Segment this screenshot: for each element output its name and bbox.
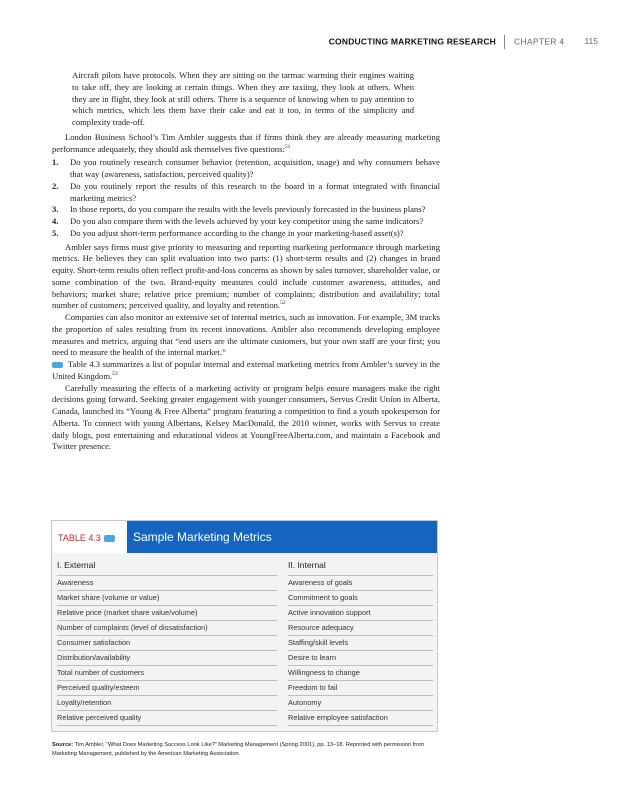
table-cell: Relative employee satisfaction <box>288 711 433 726</box>
table-reference-icon <box>52 362 63 368</box>
question-text: Do you routinely research consumer behavior (retention, acquisition, usage) and why consumers behave that way (awareness, satisfaction, perceived quality)? <box>70 157 440 179</box>
table-cell: Commitment to goals <box>288 591 433 606</box>
table-cell: Active innovation support <box>288 606 433 621</box>
page-number: 115 <box>584 36 598 47</box>
table-column-internal <box>288 553 433 726</box>
question-text: Do you adjust short-term performance according to the change in your marketing-based asset(s)? <box>70 227 404 238</box>
body-text <box>52 70 440 453</box>
column-header: II. Internal <box>288 553 433 576</box>
question-number: 2. <box>52 180 59 191</box>
table-cell: Distribution/availability <box>57 651 277 666</box>
table-cell: Number of complaints (level of dissatisfaction) <box>57 621 277 636</box>
question-item <box>52 181 440 205</box>
paragraph-servus-example: Carefully measuring the effects of a marketing activity or program helps ensure managers make the right decisions going forward. Seeking greater engagement with younger consumers, Servus Credit Union in Alberta, Canada, launched its “Young & Free Alberta” program featuring a competition to find a youth spokesperson for Alberta. To connect with young Albertans, Kelsey MacDonald, the 2010 winner, works with Servus to create daily blogs, post entertaining and educational videos at YoungFreeAlberta.com, and maintain a Facebook and Twitter presence. <box>52 382 440 452</box>
table-cell: Loyalty/retention <box>57 696 277 711</box>
footnote-ref-53: 53 <box>112 370 118 377</box>
question-number: 3. <box>52 204 59 215</box>
footnote-ref-52: 52 <box>280 300 286 307</box>
question-item <box>52 228 440 240</box>
question-text: Do you routinely report the results of this research to the board in a format integrated with financial marketing metrics? <box>70 180 440 203</box>
table-cell: Relative perceived quality <box>57 711 277 726</box>
table-body <box>52 553 437 731</box>
table-title: Sample Marketing Metrics <box>133 530 272 544</box>
table-cell: Perceived quality/esteem <box>57 681 277 696</box>
paragraph-internal-metrics <box>52 312 440 383</box>
block-quote: Aircraft pilots have protocols. When they are sitting on the tarmac warming their engines waiting to take off, they are looking at certain things. When they are taxiing, they look at others. When they are in flight, they look at still others. There is a sequence of knowing when to pay attention to which metrics, which lets them have their cake and eat it too, in terms of the simplicity and complexity trade-off. <box>72 70 414 127</box>
table-cell: Freedom to fail <box>288 681 433 696</box>
question-number: 1. <box>52 157 59 168</box>
column-header: I. External <box>57 553 277 576</box>
table-cell: Desire to learn <box>288 651 433 666</box>
table-column-external <box>57 553 277 726</box>
table-source-note <box>52 741 437 758</box>
table-title-bar <box>127 521 437 553</box>
question-item <box>52 216 440 228</box>
question-item <box>52 157 440 181</box>
table-sample-marketing-metrics <box>51 520 438 732</box>
question-text: Do you also compare them with the levels achieved by your key competitor using the same indicators? <box>70 216 424 226</box>
table-cell: Awareness of goals <box>288 576 433 591</box>
question-number: 5. <box>52 227 59 238</box>
question-text: In those reports, do you compare the results with the levels previously forecasted in the business plans? <box>70 204 426 215</box>
intro-text: London Business School’s Tim Ambler suggests that if firms think they are already measuring marketing performance adequately, they should ask themselves five questions: <box>52 131 440 154</box>
running-head-divider <box>504 35 505 49</box>
table-header <box>52 521 437 553</box>
table-cell: Awareness <box>57 576 277 591</box>
running-head-chapter: CHAPTER 4 <box>514 36 565 47</box>
table-number: TABLE 4.3 <box>58 533 101 543</box>
table-cell: Total number of customers <box>57 666 277 681</box>
table-cell: Relative price (market share value/volume) <box>57 606 277 621</box>
source-text: Tim Ambler, “What Does Marketing Success Look Like?” Marketing Management (Spring 2001), pp. 13–18. Reprinted with permission from Marketing Management, published by the American Marketing Association. <box>52 742 425 757</box>
question-number: 4. <box>52 216 59 226</box>
source-label: Source: <box>52 742 74 748</box>
table-cell: Willingness to change <box>288 666 433 681</box>
ambler-questions-list <box>52 157 440 239</box>
paragraph-text: Companies can also monitor an extensive set of internal metrics, such as innovation. For example, 3M tracks the proportion of sales resulting from its recent innovations. Ambler also recommends developing employee measures and metrics, arguing that “end users are the ultimate customers, but your own staff are your first; you need to measure the health of the internal market.” <box>52 312 440 358</box>
intro-paragraph <box>52 132 440 156</box>
table-cell: Autonomy <box>288 696 433 711</box>
table-cell: Market share (volume or value) <box>57 591 277 606</box>
question-item <box>52 204 440 216</box>
table-cell: Consumer satisfaction <box>57 636 277 651</box>
table-reference-text: Table 4.3 summarizes a list of popular internal and external marketing metrics from Ambler’s survey in the United Kingdom. <box>52 359 440 381</box>
table-cell: Resource adequacy <box>288 621 433 636</box>
paragraph-ambler-priority <box>52 242 440 313</box>
table-label <box>52 521 133 553</box>
table-tag-icon <box>104 535 115 542</box>
running-head-title: CONDUCTING MARKETING RESEARCH <box>328 36 497 47</box>
running-head <box>0 35 598 49</box>
paragraph-text: Ambler says firms must give priority to measuring and reporting marketing performance through marketing metrics. He believes they can split evaluation into two parts: (1) short-term results and (2) changes in brand equity. Short-term results often reflect profit-and-loss concerns as shown by sales turnover, shareholder value, or some combination of the two. Brand-equity measures could include customer awareness, attitudes, and behaviors; market share; relative price premium; number of complaints; distribution and availability; total number of customers; perceived quality, and loyalty and retention. <box>52 241 440 311</box>
footnote-ref-51: 51 <box>284 143 291 150</box>
table-cell: Staffing/skill levels <box>288 636 433 651</box>
